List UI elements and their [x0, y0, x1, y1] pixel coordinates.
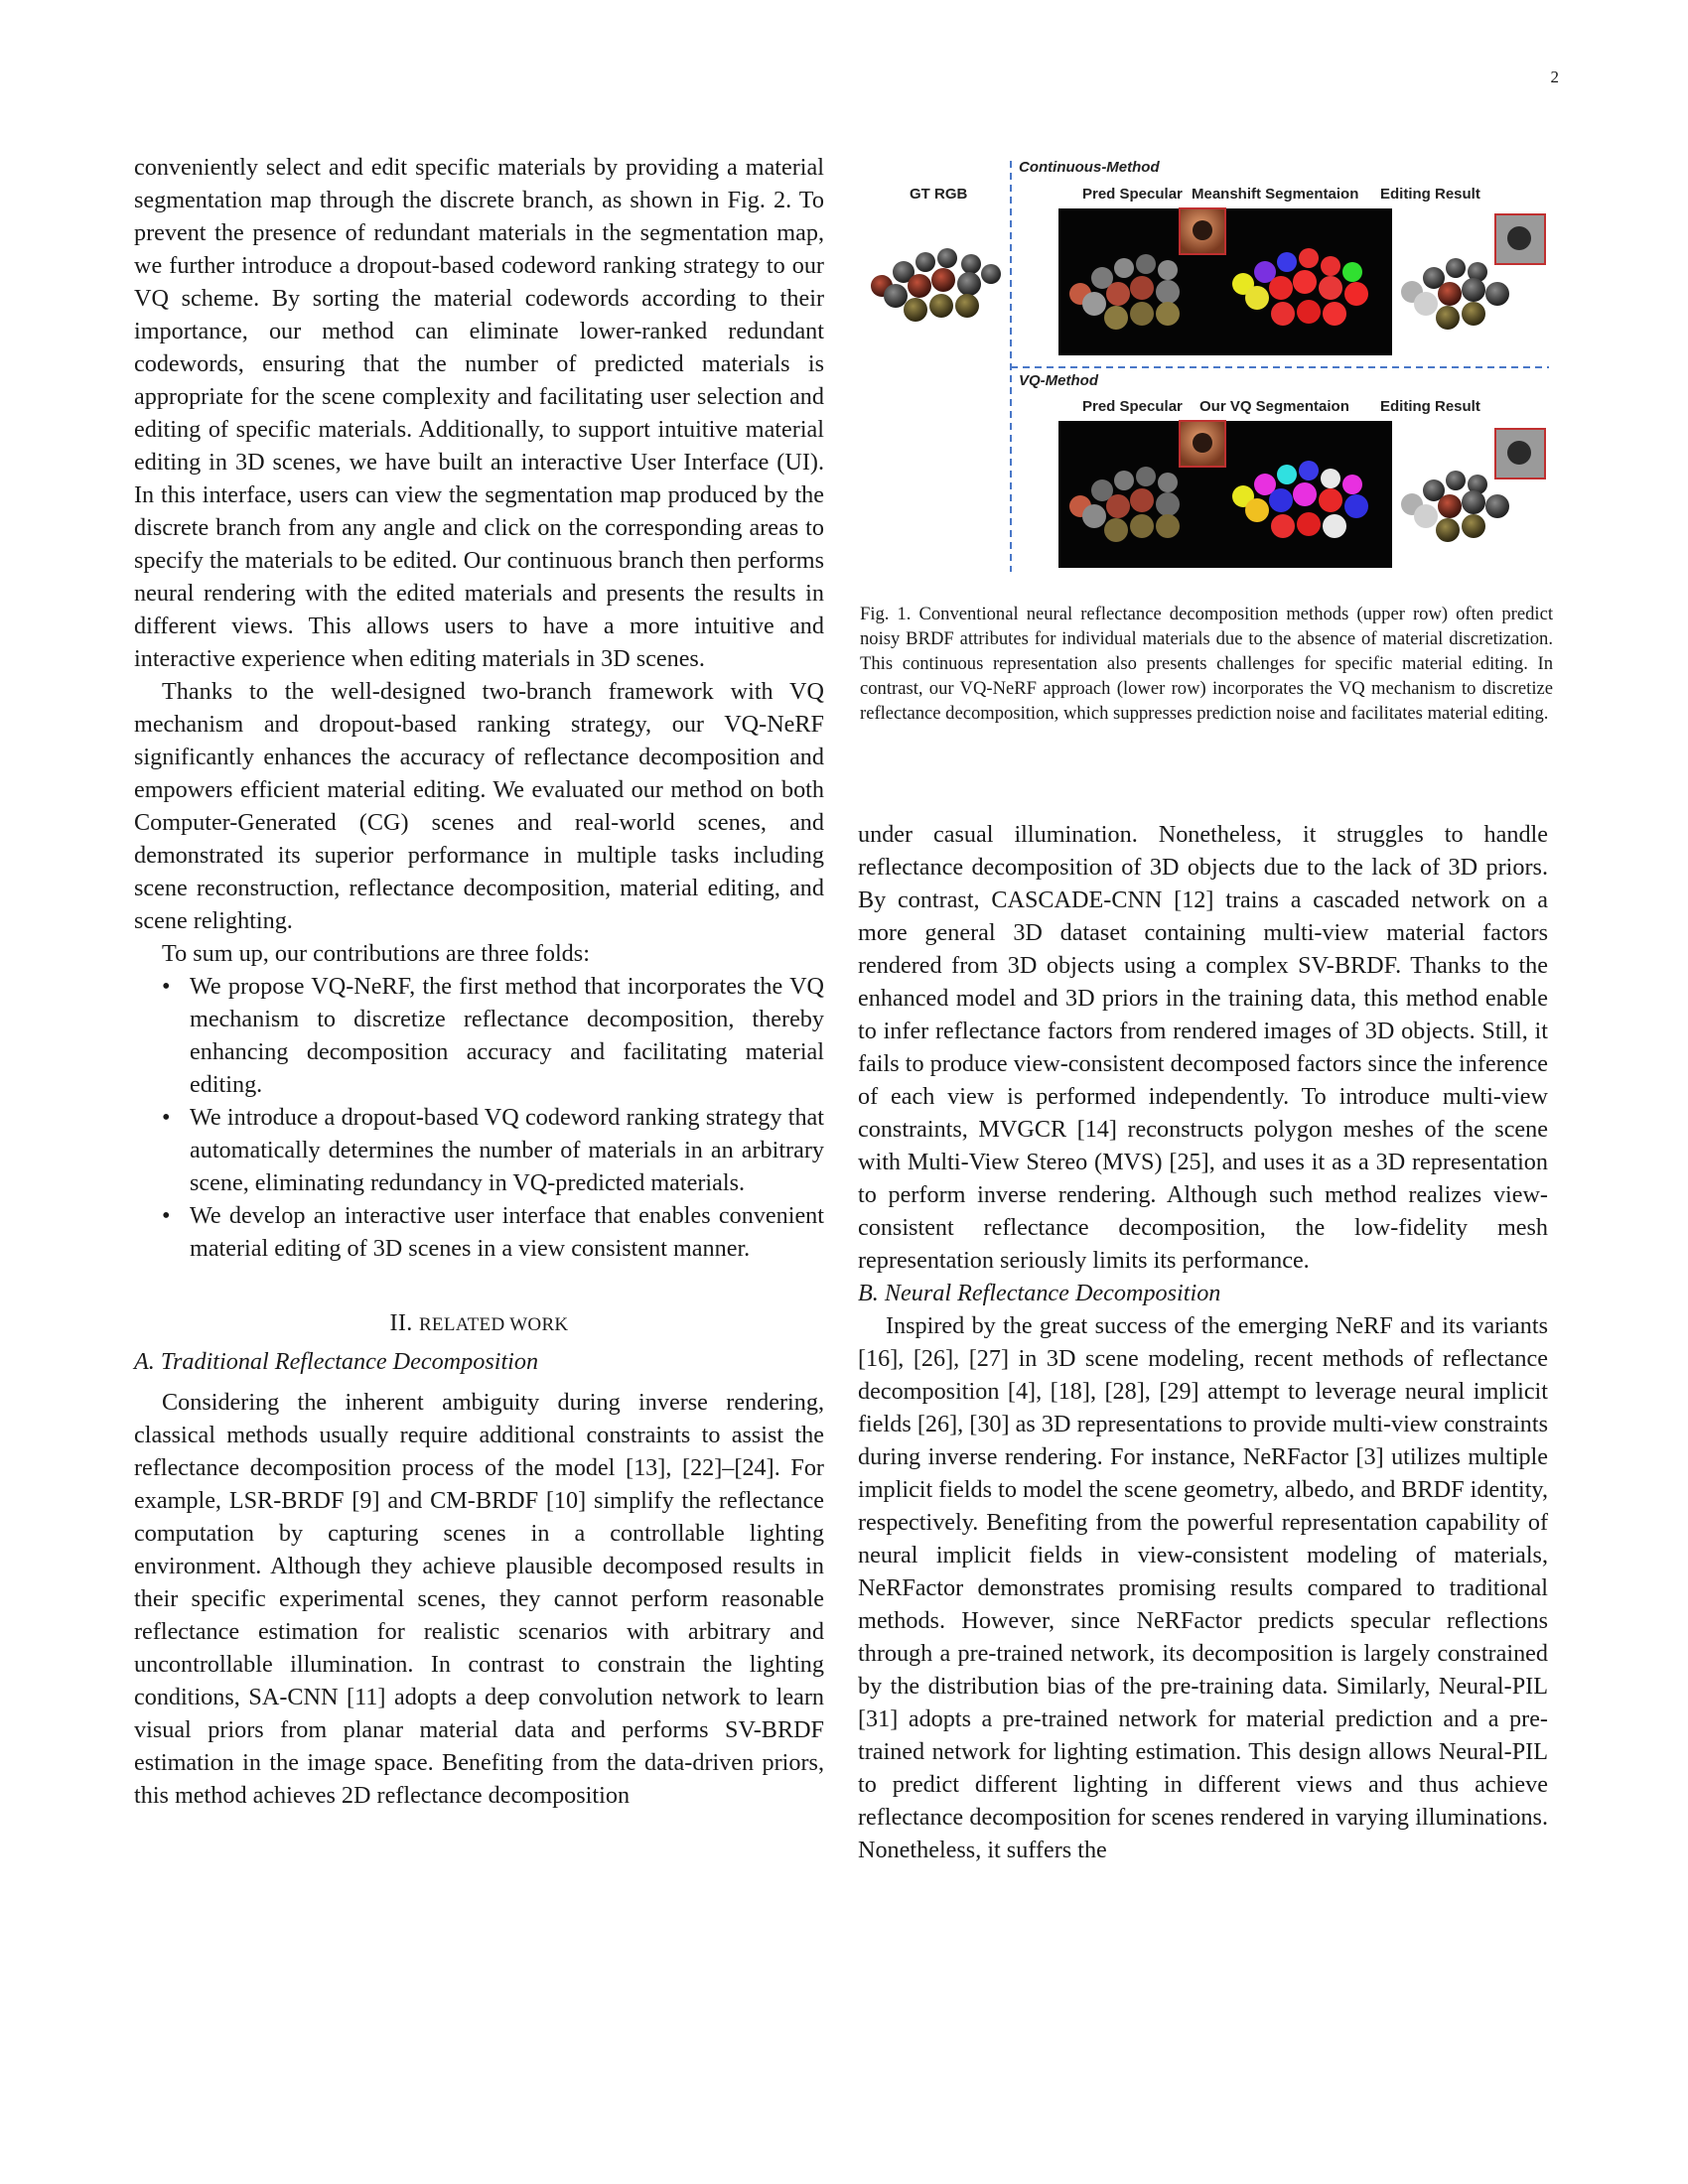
meanshift-label: Meanshift Segmentaion: [1192, 186, 1359, 203]
editing-result-top-image: [1401, 214, 1545, 330]
vq-method-label: VQ-Method: [1019, 372, 1098, 389]
figure-caption-text: Conventional neural reflectance decomposition methods (upper row) often predict noisy BRDF attributes for individual materials due to the absence of material discretization. This continuous representation also presents challenges for specific material editing. In contrast, our VQ-NeRF approach (lower row) incorporates the VQ mechanism to discretize reflectance decomposition, which suppresses prediction noise and facilitates material editing.: [860, 604, 1553, 724]
bullet-icon: •: [162, 1202, 171, 1229]
figure-1: [860, 155, 1553, 576]
contribution-text: We introduce a dropout-based VQ codeword ranking strategy that automatically determines the number of materials in an arbitrary scene, eliminating redundancy in VQ-predicted materials.: [190, 1104, 824, 1196]
vq-seg-label: Our VQ Segmentaion: [1199, 398, 1349, 415]
bullet-icon: •: [162, 1104, 171, 1131]
bullet-icon: •: [162, 973, 171, 1000]
section-title: RELATED WORK: [418, 1314, 569, 1335]
thanks-paragraph: Thanks to the well-designed two-branch framework with VQ mechanism and dropout-based ranking strategy, our VQ-NeRF significantly enhances the accuracy of reflectance decomposition and empowers efficient material editing. We evaluated our method on both Computer-Generated (CG) scenes and real-world scenes, and demonstrated its superior performance in multiple tasks including scene reconstruction, reflectance decomposition, material editing, and scene relighting.: [134, 678, 824, 934]
continuous-method-label: Continuous-Method: [1019, 159, 1160, 176]
subsection-a-paragraph: Considering the inherent ambiguity during inverse rendering, classical methods usually require additional constraints to assist the reflectance decomposition process of the model [13], [22]–[24]. For example, LSR-BRDF [9] and CM-BRDF [10] simplify the reflectance computation by capturing scenes in a controllable lighting environment. Although they achieve plausible decomposed results in their specific experimental scenes, they cannot perform reasonable reflectance estimation for realistic scenarios with arbitrary and uncontrollable illumination. In contrast to constrain the lighting conditions, SA-CNN [11] adopts a deep convolution network to learn visual priors from planar material data and performs SV-BRDF estimation in the image space. Benefiting from the data-driven priors, this method achieves 2D reflectance decomposition: [134, 1389, 824, 1809]
contribution-item: [162, 970, 824, 1101]
section-heading: [134, 1306, 824, 1341]
editing-bottom-label: Editing Result: [1380, 398, 1480, 415]
figure-graphic: [860, 155, 1553, 576]
contribution-text: We propose VQ-NeRF, the first method that incorporates the VQ mechanism to discretize reflectance decomposition, thereby enhancing decomposition accuracy and facilitating material editing.: [190, 973, 824, 1098]
figure-caption-label: Fig. 1.: [860, 604, 912, 624]
contribution-text: We develop an interactive user interface that enables convenient material editing of 3D scenes in a view consistent manner.: [190, 1202, 824, 1262]
continuation-paragraph: under casual illumination. Nonetheless, it struggles to handle reflectance decomposition of 3D objects due to the lack of 3D priors. By contrast, CASCADE-CNN [12] trains a cascaded network on a more general 3D dataset containing multi-view material factors rendered from 3D objects using a complex SV-BRDF. Thanks to the enhanced model and 3D priors in the training data, this method enable to infer reflectance factors from rendered images of 3D objects. Still, it fails to produce view-consistent decomposed factors since the inference of each view is performed independently. To introduce multi-view constraints, MVGCR [14] reconstructs polygon meshes of the scene with Multi-View Stereo (MVS) [25], and uses it as a 3D representation to perform inverse rendering. Although such method realizes view-consistent reflectance decomposition, the low-fidelity mesh representation seriously limits its performance.: [858, 821, 1548, 1274]
editing-top-label: Editing Result: [1380, 186, 1480, 203]
right-column: [858, 818, 1548, 1866]
contribution-item: [162, 1101, 824, 1199]
editing-result-bottom-image: [1401, 429, 1545, 542]
page-number: 2: [1550, 68, 1559, 86]
subsection-a-title: A. Traditional Reflectance Decomposition: [134, 1348, 539, 1375]
intro-paragraph: conveniently select and edit specific materials by providing a material segmentation map through the discrete branch, as shown in Fig. 2. To prevent the presence of redundant materials in the segmentation map, we further introduce a dropout-based codeword ranking strategy to our VQ scheme. By sorting the material codewords according to their importance, our method can eliminate lower-ranked redundant codewords, ensuring that the number of predicted materials is appropriate for the scene complexity and facilitating user selection and editing of specific materials. Additionally, to support intuitive material editing in 3D scenes, we have built an interactive User Interface (UI). In this interface, users can view the segmentation map produced by the discrete branch from any angle and click on the corresponding areas to specify the materials to be edited. Our continuous branch then performs neural rendering with the edited materials and presents the results in different views. This allows users to have a more intuitive and interactive experience when editing materials in 3D scenes.: [134, 154, 824, 672]
gt-rgb-label: GT RGB: [910, 186, 968, 203]
gt-rgb-image: [871, 248, 1001, 322]
figure-caption: [860, 602, 1553, 726]
pred-specular-bottom-label: Pred Specular: [1082, 398, 1183, 415]
subsection-b-title: B. Neural Reflectance Decomposition: [858, 1280, 1221, 1306]
contribution-item: [162, 1199, 824, 1265]
left-column: [134, 151, 824, 1812]
section-number: II.: [389, 1309, 413, 1336]
contributions-list: [134, 970, 824, 1265]
pred-specular-top-label: Pred Specular: [1082, 186, 1183, 203]
sum-up-line: To sum up, our contributions are three folds:: [162, 940, 590, 967]
subsection-b-paragraph: Inspired by the great success of the emerging NeRF and its variants [16], [26], [27] in 3D scene modeling, recent methods of reflectance decomposition [4], [18], [28], [29] attempt to leverage neural implicit fields [26], [30] as 3D representations to provide multi-view constraints during inverse rendering. For instance, NeRFactor [3] utilizes multiple implicit fields to model the scene geometry, albedo, and BRDF identity, respectively. Benefiting from the powerful representation capability of neural implicit fields in view-consistent modeling of materials, NeRFactor demonstrates promising results compared to traditional methods. However, since NeRFactor predicts specular reflections through a pre-trained network, its decomposition is largely constrained by the distribution bias of the pre-training data. Similarly, Neural-PIL [31] adopts a pre-trained network for material prediction and a pre-trained network for lighting estimation. This design allows Neural-PIL to predict different lighting in different views and thus achieve reflectance decomposition for scenes rendered in varying illuminations. Nonetheless, it suffers the: [858, 1312, 1548, 1863]
